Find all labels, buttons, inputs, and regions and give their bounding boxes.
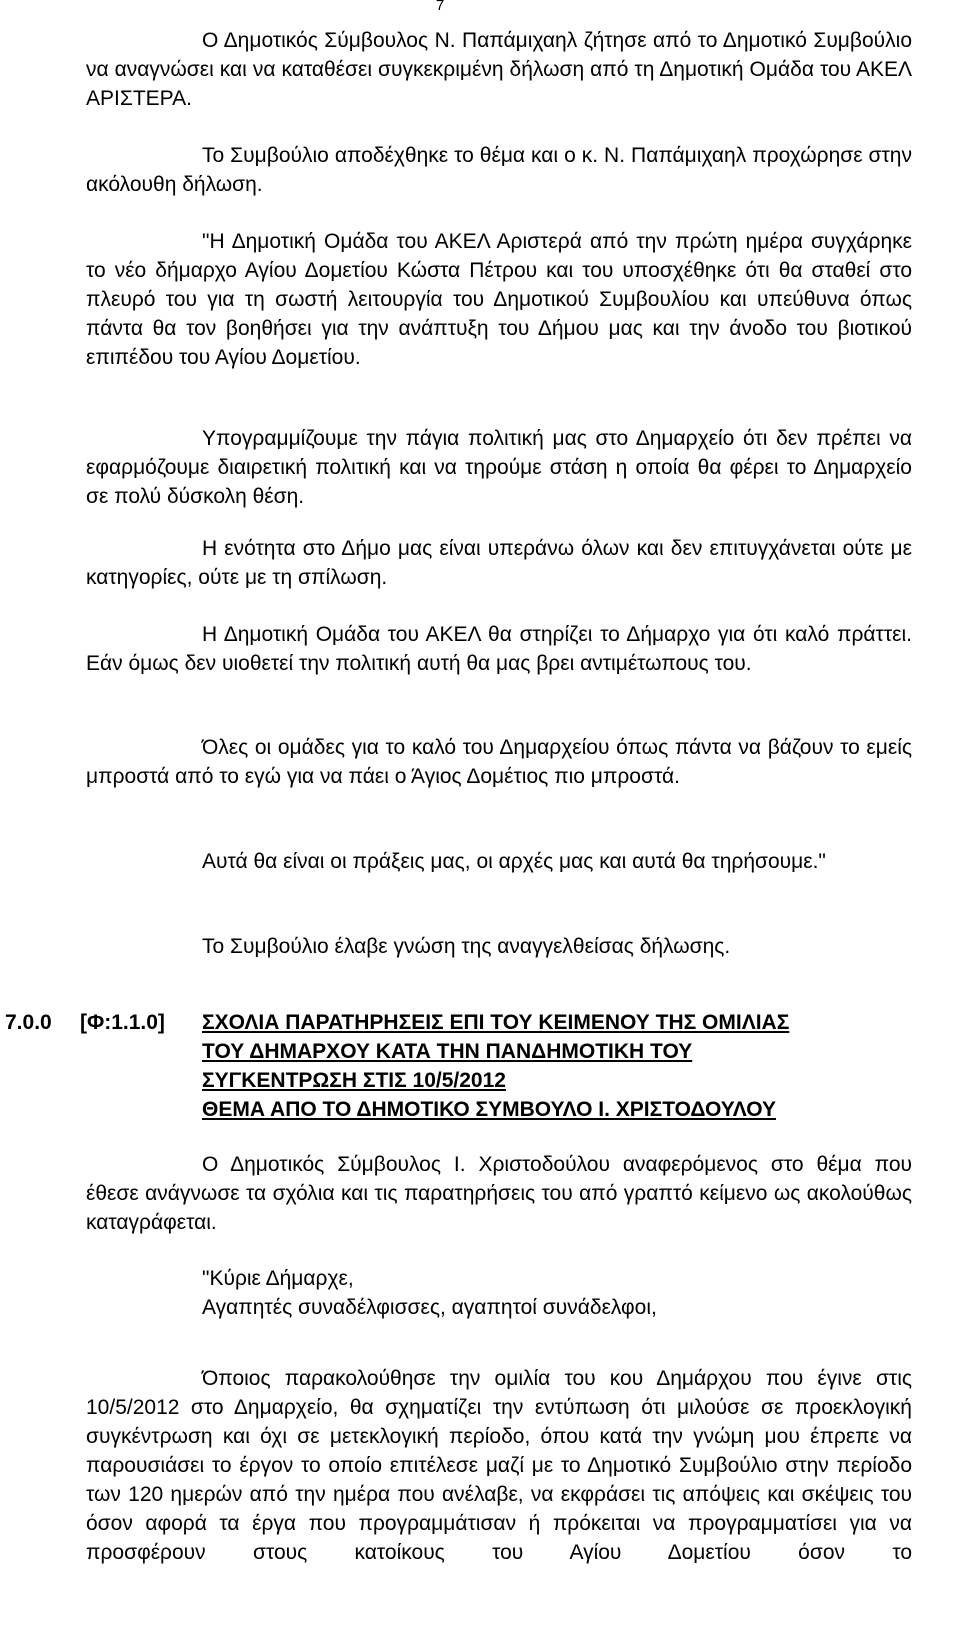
paragraph-support: Η Δημοτική Ομάδα του ΑΚΕΛ θα στηρίζει το Δήμαρχο για ότι καλό πράττει. Εάν όμως δεν υιοθετεί την πολιτική αυτή θα μας βρει αντιμέτωπους του. bbox=[86, 623, 912, 675]
page-number: 7 bbox=[435, 0, 445, 14]
paragraph-all-groups: Όλες οι ομάδες για το καλό του Δημαρχείου όπως πάντα να βάζουν το εμείς μπροστά από το εγώ για να πάει ο Άγιος Δομέτιος πιο μπροστά. bbox=[86, 736, 912, 788]
section-code: [Φ:1.1.0] bbox=[80, 1011, 165, 1034]
paragraph-request: Ο Δημοτικός Σύμβουλος Ν. Παπάμιχαηλ ζήτησε από το Δημοτικό Συμβούλιο να αναγνώσει και να καταθέσει συγκεκριμένη δήλωση από τη Δημοτική Ομάδα του ΑΚΕΛ ΑΡΙΣΤΕΡΑ. bbox=[86, 29, 912, 110]
paragraph-unity: Η ενότητα στο Δήμο μας είναι υπεράνω όλων και δεν επιτυγχάνεται ούτε με κατηγορίες, ούτε με τη σπίλωση. bbox=[86, 537, 912, 589]
paragraph-principles: Αυτά θα είναι οι πράξεις μας, οι αρχές μας και αυτά θα τηρήσουμε." bbox=[202, 850, 826, 873]
salutation-colleagues: Αγαπητές συναδέλφισσες, αγαπητοί συνάδελφοι, bbox=[202, 1296, 657, 1319]
section-title-line: ΘΕΜΑ ΑΠΟ ΤΟ ΔΗΜΟΤΙΚΟ ΣΥΜΒΟΥΛΟ Ι. ΧΡΙΣΤΟΔΟΥΛΟΥ bbox=[202, 1098, 776, 1121]
section-title-line: ΤΟΥ ΔΗΜΑΡΧΟΥ ΚΑΤΑ ΤΗΝ ΠΑΝΔΗΜΟΤΙΚΗ ΤΟΥ bbox=[202, 1040, 693, 1063]
paragraph-statement-intro: "Η Δημοτική Ομάδα του ΑΚΕΛ Αριστερά από την πρώτη ημέρα συγχάρηκε το νέο δήμαρχο Αγίου Δομετίου Κώστα Πέτρου και του υποσχέθηκε ότι θα σταθεί στο πλευρό του για τη σωστή λειτουργία του Δημοτικού Συμβουλίου και υπεύθυνα όπως πάντα θα τον βοηθήσει για την ανάπτυξη του Δήμου μας και την άνοδο του βιοτικού επιπέδου του Αγίου Δομετίου. bbox=[86, 230, 912, 369]
paragraph-noted: Το Συμβούλιο έλαβε γνώση της αναγγελθείσας δήλωσης. bbox=[202, 935, 731, 958]
paragraph-acceptance: Το Συμβούλιο αποδέχθηκε το θέμα και ο κ. Ν. Παπάμιχαηλ προχώρησε στην ακόλουθη δήλωση. bbox=[86, 144, 912, 196]
paragraph-speech-comment: Όποιος παρακολούθησε την ομιλία του κου Δημάρχου που έγινε στις 10/5/2012 στο Δημαρχείο, θα σχηματίζει την εντύπωση ότι μιλούσε σε προεκλογική συγκέντρωση και όχι σε μετεκλογική περίοδο, όπου κατά την γνώμη μου έπρεπε να παρουσιάσει το έργον το οποίο επιτέλεσε μαζί με το Δημοτικό Συμβούλιο στην περίοδο των 120 ημερών από την ημέρα που ανέλαβε, να εκφράσει τις απόψεις και σκέψεις του όσον αφορά τα έργα που προγραμμάτισαν ή πρόκειται να προγραμματίσει για να προσφέρουν στους κατοίκους του Αγίου Δομετίου όσον το bbox=[86, 1367, 912, 1564]
salutation-mayor: "Κύριε Δήμαρχε, bbox=[202, 1267, 354, 1290]
paragraph-christodoulou: Ο Δημοτικός Σύμβουλος Ι. Χριστοδούλου αναφερόμενος στο θέμα που έθεσε ανάγνωσε τα σχόλια και τις παρατηρήσεις του από γραπτό κείμενο ως ακολούθως καταγράφεται. bbox=[86, 1153, 912, 1234]
paragraph-policy: Υπογραμμίζουμε την πάγια πολιτική μας στο Δημαρχείο ότι δεν πρέπει να εφαρμόζουμε διαιρετική πολιτική και να τηρούμε στάση η οποία θα φέρει το Δημαρχείο σε πολύ δύσκολη θέση. bbox=[86, 427, 912, 508]
section-title-line: ΣΧΟΛΙΑ ΠΑΡΑΤΗΡΗΣΕΙΣ ΕΠΙ ΤΟΥ ΚΕΙΜΕΝΟΥ ΤΗΣ ΟΜΙΛΙΑΣ bbox=[202, 1011, 790, 1034]
section-title bbox=[202, 1008, 914, 1124]
section-number: 7.0.0 bbox=[5, 1011, 52, 1034]
section-title-line: ΣΥΓΚΕΝΤΡΩΣΗ ΣΤΙΣ 10/5/2012 bbox=[202, 1069, 506, 1092]
